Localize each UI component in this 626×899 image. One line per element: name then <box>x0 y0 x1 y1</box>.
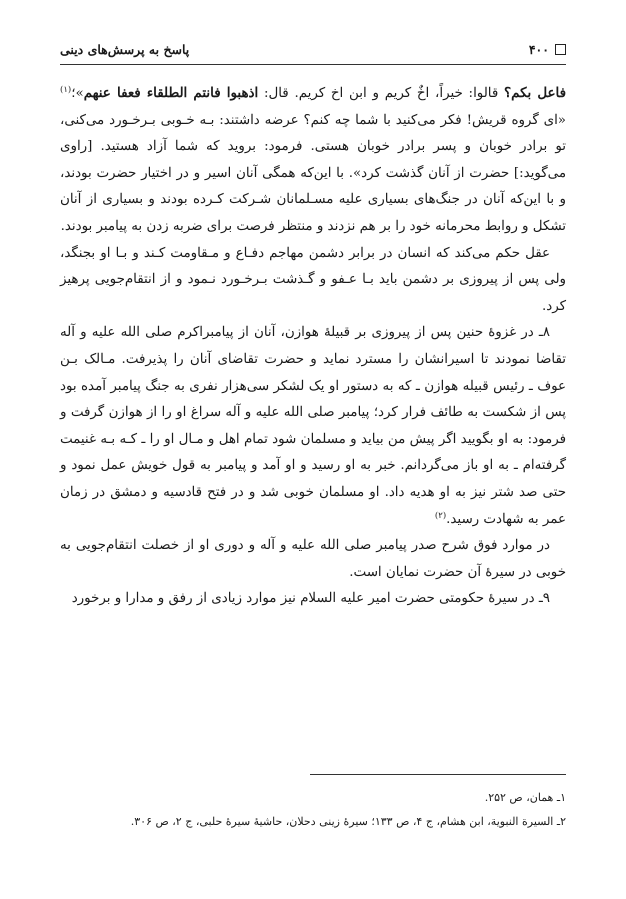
page-number: ۴۰۰ <box>528 42 549 57</box>
running-header <box>60 40 566 62</box>
quote-text-c: «ای گروه قریش! فکر می‌کنید با شما چه کنم؟ عرضه داشتند: بـه خـوبی بـرخـورد می‌کنی، تو برادر خوبان و پسر برادر خوبان هستی. فرمود: بروید که شما آزاد هستید. [راوی می‌گوید:] حضرت از آنان گذشت کرد». با این‌که همگی آنان اسیر و در اختیار حضرت بودند، و با این‌که آنان در جنگ‌های بسیاری علیه مسـلمانان شـرکت کـرده بودند و بسیاری از آنان تشکل و روابط محرمانه خود را بر هم نزدند و منتظر فرصت برای ضربه زدن به پیامبر بودند. <box>60 112 566 234</box>
footnote-2: ۲ـ السیرة النبویة، ابن هشام، ج ۴، ص ۱۳۳؛ سیرهٔ زینی دحلان، حاشیهٔ سیرهٔ حلبی، ج ۲، ص ۳۰۶. <box>130 815 566 828</box>
footnote-divider <box>310 774 566 775</box>
quote-lead: فاعل بکم؟ <box>504 85 566 101</box>
quote-text-b: »؛ <box>71 86 84 101</box>
paragraph-3-text: ۸ـ در غزوهٔ حنین پس از پیروزی بر قبیلهٔ هوازن، آنان از پیامبراکرم صلی الله علیه و آله تقاضا نمودند تا اسیرانشان را مسترد نماید و حضرت تقاضای آنان را پذیرفت. مـالک بـن عوف ـ رئیس قبیله هوازن ـ که به دستور او یک لشکر سی‌هزار نفری به جنگ پیامبر آمده بود پس از شکست به طائف فرار کرد؛ پیامبر صلی الله علیه و آله سراغ او را از هوازن گرفت و فرمود: به او بگویید اگر پیش من بیاید و مسلمان شود تمام اهل و مـال او را ـ کـه بـه غنیمت گرفته‌ام ـ به او باز می‌گردانم. خبر به او رسید و او آمد و پیامبر به قول خویش عمل نمود و حتی صد شتر نیز به او هدیه داد. او مسلمان خوبی شد و در فتح قادسیه و دمشق در زمان عمر به شهادت رسید. <box>60 325 566 527</box>
paragraph-1 <box>60 80 566 241</box>
footnote-ref-2[interactable]: (۲) <box>434 510 447 521</box>
quote-text-a: قالوا: خیراً، اخٌ کریم و ابن اخ کریم. قال: <box>258 86 505 101</box>
book-title: پاسخ به پرسش‌های دینی <box>60 42 190 57</box>
footnote-1: ۱ـ همان، ص ۲۵۲. <box>484 791 566 804</box>
square-icon <box>555 44 566 55</box>
main-text <box>60 80 566 613</box>
paragraph-5: ۹ـ در سیرهٔ حکومتی حضرت امیر علیه السلام نیز موارد زیادی از رفق و مدارا و برخورد <box>71 591 550 607</box>
quote-bold-b: اذهبوا فانتم الطلقاء فعفا عنهم <box>83 85 259 101</box>
footnotes <box>60 786 566 834</box>
paragraph-2: عقل حکم می‌کند که انسان در برابر دشمن مهاجم دفـاع و مـقاومت کـند و بـا او بجنگد، ولی پس از پیروزی بر دشمن باید بـا عـفو و گـذشت بـرخـورد نـمود و از انتقام‌جویی پرهیز کرد. <box>60 245 566 314</box>
paragraph-3 <box>60 320 566 533</box>
footnote-ref-1[interactable]: (۱) <box>60 85 72 95</box>
page-number-group <box>529 42 566 57</box>
header-divider <box>60 64 566 65</box>
paragraph-4: در موارد فوق شرح صدر پیامبر صلی الله علیه و آله و دوری او از خصلت انتقام‌جویی به خوبی در سیرهٔ آن حضرت نمایان است. <box>60 538 566 580</box>
